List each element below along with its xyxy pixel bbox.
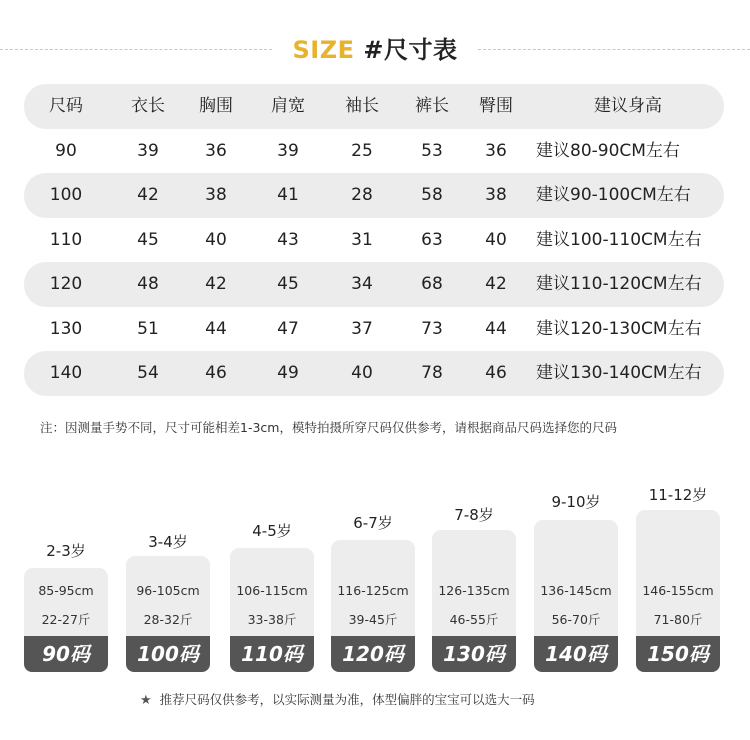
table-cell: 140 (49, 363, 83, 383)
table-row (24, 262, 724, 307)
table-cell: 40 (205, 229, 227, 250)
table-cell: 100 (49, 185, 83, 205)
weight-range: 33-38斤 (247, 612, 297, 627)
table-cell: 建议120-130CM左右 (536, 318, 702, 339)
table-cell: 48 (137, 274, 159, 294)
table-header (24, 84, 724, 129)
title-text: #尺寸表 (363, 36, 458, 64)
height-range: 85-95cm (38, 583, 94, 598)
size-code: 90码 (24, 636, 108, 672)
size-table (24, 84, 724, 396)
height-range: 146-155cm (642, 583, 714, 598)
table-cell: 47 (277, 318, 299, 339)
table-cell: 40 (351, 363, 373, 383)
weight-range: 46-55斤 (449, 612, 499, 627)
weight-range: 39-45斤 (348, 612, 398, 627)
title-accent: SIZE (292, 36, 355, 64)
table-cell: 49 (277, 363, 299, 383)
table-cell: 38 (485, 185, 507, 205)
table-cell: 46 (205, 363, 227, 383)
table-cell: 34 (351, 274, 373, 294)
table-cell: 44 (205, 318, 227, 339)
age-label: 11-12岁 (648, 486, 708, 504)
table-cell: 36 (485, 140, 507, 161)
table-cell: 28 (351, 185, 373, 205)
measurement-note: 注：因测量手势不同，尺寸可能相差1-3cm，模特拍摄所穿尺码仅供参考，请根据商品尺码选择您的尺码 (40, 420, 617, 435)
height-range: 96-105cm (136, 583, 200, 598)
table-cell: 58 (421, 185, 443, 205)
size-code: 120码 (331, 636, 415, 672)
table-cell: 建议130-140CM左右 (536, 363, 702, 383)
table-cell: 63 (421, 229, 443, 250)
height-range: 126-135cm (438, 583, 510, 598)
table-cell: 37 (351, 318, 373, 339)
table-cell: 110 (49, 229, 83, 250)
table-cell: 建议100-110CM左右 (536, 229, 702, 250)
table-cell: 39 (137, 140, 159, 161)
table-cell: 31 (351, 229, 373, 250)
table-cell: 建议80-90CM左右 (536, 140, 680, 161)
table-cell: 120 (49, 274, 83, 294)
star-icon: ★ (140, 693, 152, 708)
header-cell: 衣长 (131, 96, 165, 116)
table-cell: 25 (351, 140, 373, 161)
size-code: 150码 (636, 636, 720, 672)
table-cell: 51 (137, 318, 159, 339)
table-cell: 44 (485, 318, 507, 339)
table-row (24, 173, 724, 218)
table-cell: 39 (277, 140, 299, 161)
table-cell: 90 (55, 140, 77, 161)
table-cell: 45 (277, 274, 299, 294)
footer-note (140, 690, 535, 708)
age-label: 7-8岁 (454, 506, 494, 524)
header-cell: 尺码 (49, 96, 83, 116)
table-cell: 42 (137, 185, 159, 205)
weight-range: 56-70斤 (551, 612, 601, 627)
table-cell: 53 (421, 140, 443, 161)
header-cell: 臀围 (479, 96, 513, 116)
height-range: 136-145cm (540, 583, 612, 598)
table-cell: 42 (485, 274, 507, 294)
age-label: 6-7岁 (353, 514, 393, 532)
header-cell: 裤长 (415, 96, 449, 116)
age-label: 2-3岁 (46, 542, 86, 560)
size-code: 130码 (432, 636, 516, 672)
table-cell: 73 (421, 318, 443, 339)
size-code: 110码 (230, 636, 314, 672)
table-row (24, 129, 724, 174)
table-cell: 68 (421, 274, 443, 294)
table-cell: 41 (277, 185, 299, 205)
table-cell: 36 (205, 140, 227, 161)
header-cell: 胸围 (199, 96, 233, 116)
header-cell: 袖长 (345, 96, 379, 116)
height-range: 106-115cm (236, 583, 308, 598)
footer-text: 推荐尺码仅供参考，以实际测量为准，体型偏胖的宝宝可以选大一码 (159, 692, 535, 707)
table-row (24, 218, 724, 263)
table-cell: 130 (49, 318, 83, 339)
header-cell: 建议身高 (594, 96, 662, 116)
height-range: 116-125cm (337, 583, 409, 598)
title-divider-left (0, 49, 272, 50)
table-cell: 43 (277, 229, 299, 250)
page-title (272, 30, 478, 70)
table-cell: 建议90-100CM左右 (536, 185, 691, 205)
weight-range: 22-27斤 (41, 612, 91, 627)
title-divider-right (478, 49, 750, 50)
weight-range: 71-80斤 (653, 612, 703, 627)
table-cell: 78 (421, 363, 443, 383)
table-row (24, 307, 724, 352)
table-cell: 42 (205, 274, 227, 294)
table-cell: 54 (137, 363, 159, 383)
header-cell: 肩宽 (271, 96, 305, 116)
table-cell: 46 (485, 363, 507, 383)
age-label: 3-4岁 (148, 533, 188, 551)
age-label: 9-10岁 (551, 493, 601, 511)
weight-range: 28-32斤 (143, 612, 193, 627)
table-cell: 38 (205, 185, 227, 205)
table-cell: 建议110-120CM左右 (536, 274, 702, 294)
table-cell: 40 (485, 229, 507, 250)
table-row (24, 351, 724, 396)
table-cell: 45 (137, 229, 159, 250)
size-code: 100码 (126, 636, 210, 672)
age-label: 4-5岁 (252, 522, 292, 540)
title-bar (0, 30, 750, 70)
size-code: 140码 (534, 636, 618, 672)
